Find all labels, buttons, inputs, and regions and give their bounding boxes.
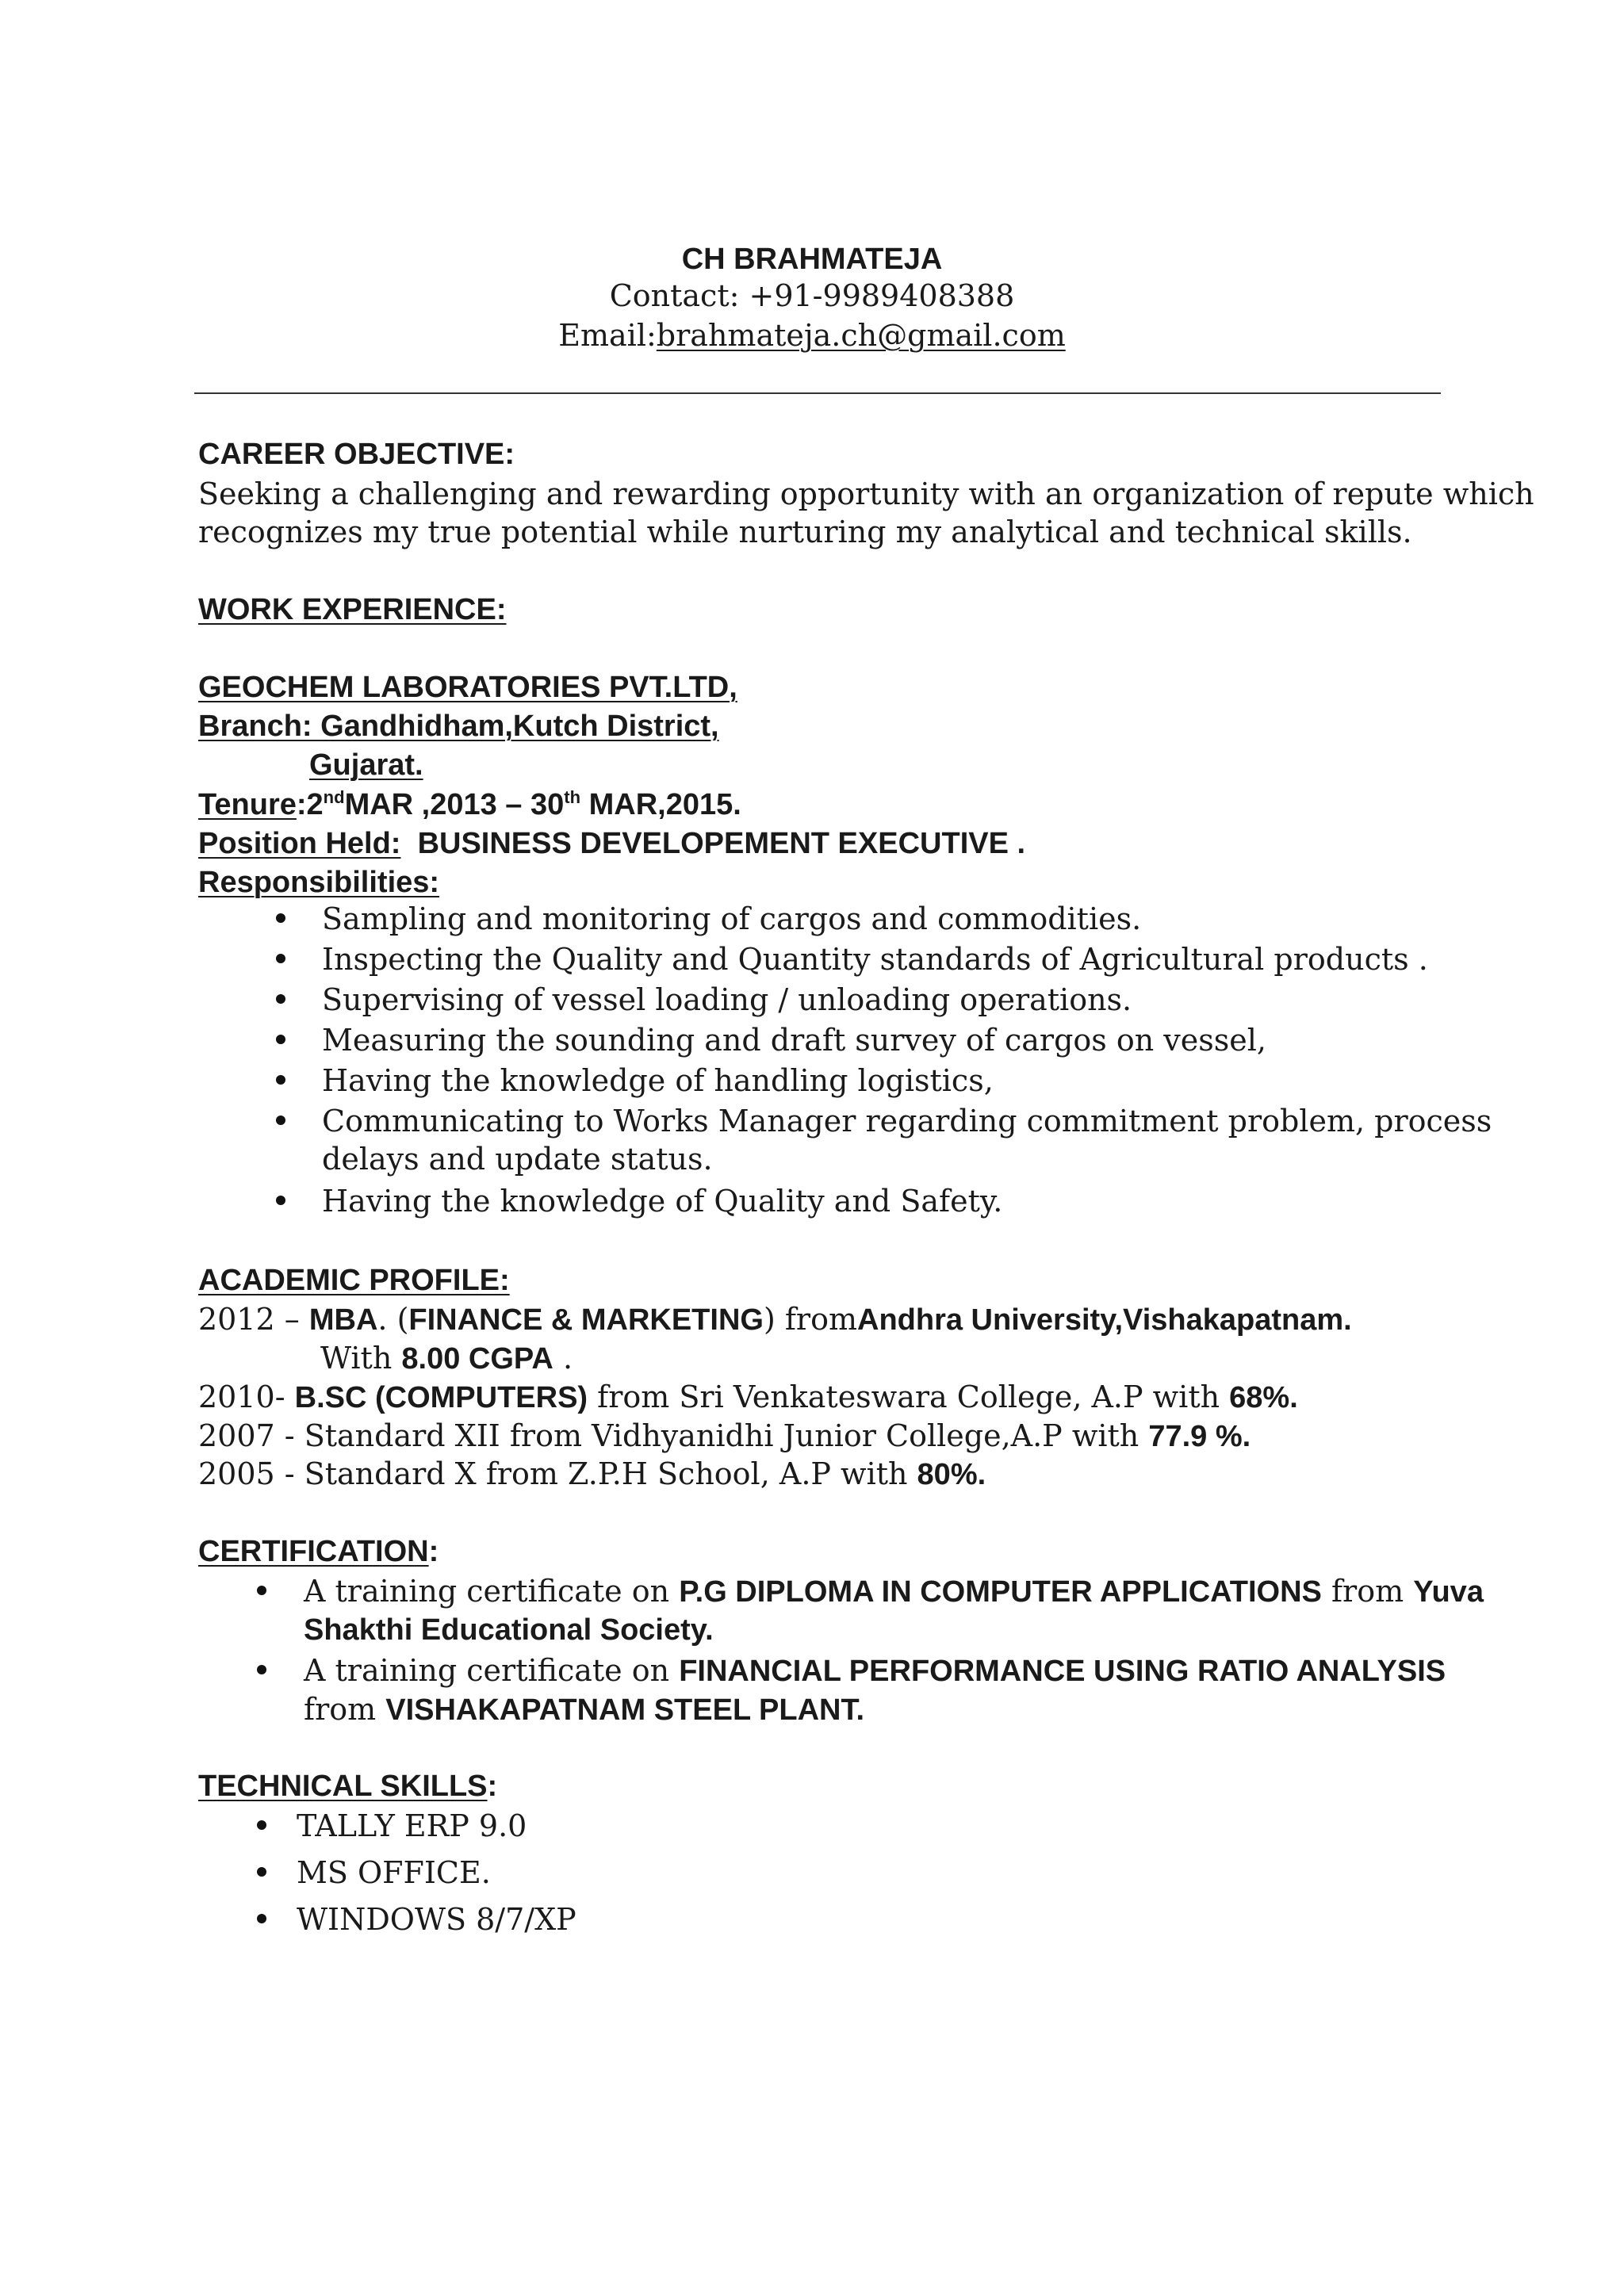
list-item: Having the knowledge of Quality and Safety. — [322, 1184, 1003, 1219]
academic-mba-grade — [320, 1338, 573, 1379]
x-details: 2005 - Standard X from Z.P.H School, A.P with — [198, 1456, 917, 1491]
certification-item — [304, 1571, 1484, 1612]
certification-heading — [198, 1532, 439, 1571]
cert-prefix: A training certificate on — [304, 1574, 680, 1609]
email-link[interactable]: brahmateja.ch@gmail.com — [656, 318, 1066, 353]
certification-item — [304, 1651, 1446, 1691]
skill-item: WINDOWS 8/7/XP — [297, 1902, 576, 1937]
bullet-icon — [276, 954, 285, 963]
bullet-icon — [276, 1196, 285, 1205]
bullet-icon — [276, 1075, 285, 1085]
list-item: Sampling and monitoring of cargos and commodities. — [322, 901, 1142, 936]
bsc-year: 2010- — [198, 1380, 295, 1414]
mba-cgpa: 8.00 CGPA — [401, 1342, 553, 1376]
tenure-start-day: 2 — [306, 788, 324, 821]
tenure-colon: : — [296, 788, 307, 821]
candidate-name: CH BRAHMATEJA — [681, 243, 943, 276]
certification-item-continuation: Shakthi Educational Society. — [304, 1613, 714, 1647]
tenure-start-suffix: nd — [323, 787, 345, 807]
mba-degree: MBA — [308, 1303, 378, 1337]
bullet-icon — [276, 913, 285, 923]
cert-title: FINANCIAL PERFORMANCE USING RATIO ANALYSIS — [679, 1655, 1446, 1688]
mba-open: . ( — [377, 1302, 409, 1337]
bullet-icon — [276, 1035, 285, 1044]
tenure-line — [198, 785, 741, 825]
cert-from: from — [1321, 1574, 1414, 1609]
academic-bsc-line — [198, 1377, 1298, 1418]
cert-from: from — [304, 1692, 386, 1727]
skills-heading-text: TECHNICAL SKILLS — [198, 1770, 488, 1803]
tenure-end: MAR,2015. — [580, 788, 741, 821]
cert-title: P.G DIPLOMA IN COMPUTER APPLICATIONS — [679, 1575, 1322, 1609]
bullet-icon — [257, 1586, 266, 1595]
contact-line — [0, 276, 1624, 316]
mba-with: With — [320, 1341, 402, 1376]
mba-year: 2012 – — [198, 1302, 309, 1337]
phone-number: +91-9989408388 — [749, 278, 1015, 313]
branch-location: Branch: Gandhidham,Kutch District, — [198, 710, 719, 743]
company-name: GEOCHEM LABORATORIES PVT.LTD, — [198, 671, 737, 704]
header-divider — [194, 392, 1441, 394]
branch-state: Gujarat. — [309, 748, 423, 782]
skills-heading — [198, 1766, 497, 1806]
bullet-icon — [257, 1867, 266, 1877]
work-experience-heading: WORK EXPERIENCE: — [198, 593, 507, 626]
academic-heading: ACADEMIC PROFILE: — [198, 1264, 510, 1297]
mba-university: Andhra University,Vishakapatnam. — [857, 1303, 1352, 1337]
certification-item-continuation — [304, 1689, 864, 1730]
position-value: BUSINESS DEVELOPEMENT EXECUTIVE . — [417, 827, 1026, 860]
contact-prefix: Contact: — [609, 278, 749, 313]
cert-org: VISHAKAPATNAM STEEL PLANT. — [385, 1693, 865, 1727]
mba-end: . — [553, 1341, 573, 1376]
xii-score: 77.9 %. — [1148, 1420, 1251, 1453]
career-objective-line: Seeking a challenging and rewarding opportunity with an organization of repute which — [198, 476, 1534, 511]
bsc-degree: B.SC (COMPUTERS) — [294, 1381, 588, 1414]
career-objective-heading: CAREER OBJECTIVE: — [198, 438, 515, 471]
skill-item: TALLY ERP 9.0 — [297, 1808, 527, 1843]
cert-prefix: A training certificate on — [304, 1653, 680, 1688]
academic-xii-line — [198, 1416, 1251, 1456]
tenure-end-suffix: th — [564, 787, 581, 807]
x-score: 80%. — [917, 1458, 986, 1491]
list-item: Supervising of vessel loading / unloading operations. — [322, 982, 1132, 1017]
academic-x-line — [198, 1454, 986, 1494]
skills-heading-colon: : — [487, 1770, 498, 1803]
mba-from: ) from — [763, 1302, 857, 1337]
bullet-icon — [257, 1665, 266, 1674]
responsibilities-heading: Responsibilities: — [198, 866, 440, 899]
email-prefix: Email: — [558, 318, 657, 353]
bullet-icon — [257, 1820, 266, 1830]
list-item: Communicating to Works Manager regarding commitment problem, process — [322, 1104, 1492, 1138]
bsc-score: 68%. — [1229, 1381, 1298, 1414]
career-objective-line: recognizes my true potential while nurturing my analytical and technical skills. — [198, 515, 1412, 549]
position-line — [198, 824, 1025, 863]
tenure-label: Tenure — [198, 788, 297, 821]
skill-item: MS OFFICE. — [297, 1855, 491, 1890]
bsc-details: from Sri Venkateswara College, A.P with — [588, 1380, 1230, 1414]
cert-org: Yuva — [1413, 1575, 1484, 1609]
xii-details: 2007 - Standard XII from Vidhyanidhi Junior College,A.P with — [198, 1418, 1149, 1453]
list-item: Having the knowledge of handling logistics, — [322, 1063, 994, 1098]
bullet-icon — [257, 1914, 266, 1923]
certification-heading-text: CERTIFICATION — [198, 1535, 429, 1568]
list-item: Inspecting the Quality and Quantity standards of Agricultural products . — [322, 942, 1428, 977]
list-item: Measuring the sounding and draft survey of cargos on vessel, — [322, 1023, 1266, 1058]
certification-heading-colon: : — [428, 1535, 439, 1568]
mba-specialization: FINANCE & MARKETING — [408, 1303, 764, 1337]
email-line — [0, 316, 1624, 355]
position-label: Position Held: — [198, 827, 401, 860]
tenure-range: MAR ,2013 – 30 — [344, 788, 565, 821]
bullet-icon — [276, 1115, 285, 1125]
bullet-icon — [276, 994, 285, 1004]
list-item-continuation: delays and update status. — [322, 1142, 713, 1177]
academic-mba-line — [198, 1299, 1352, 1340]
